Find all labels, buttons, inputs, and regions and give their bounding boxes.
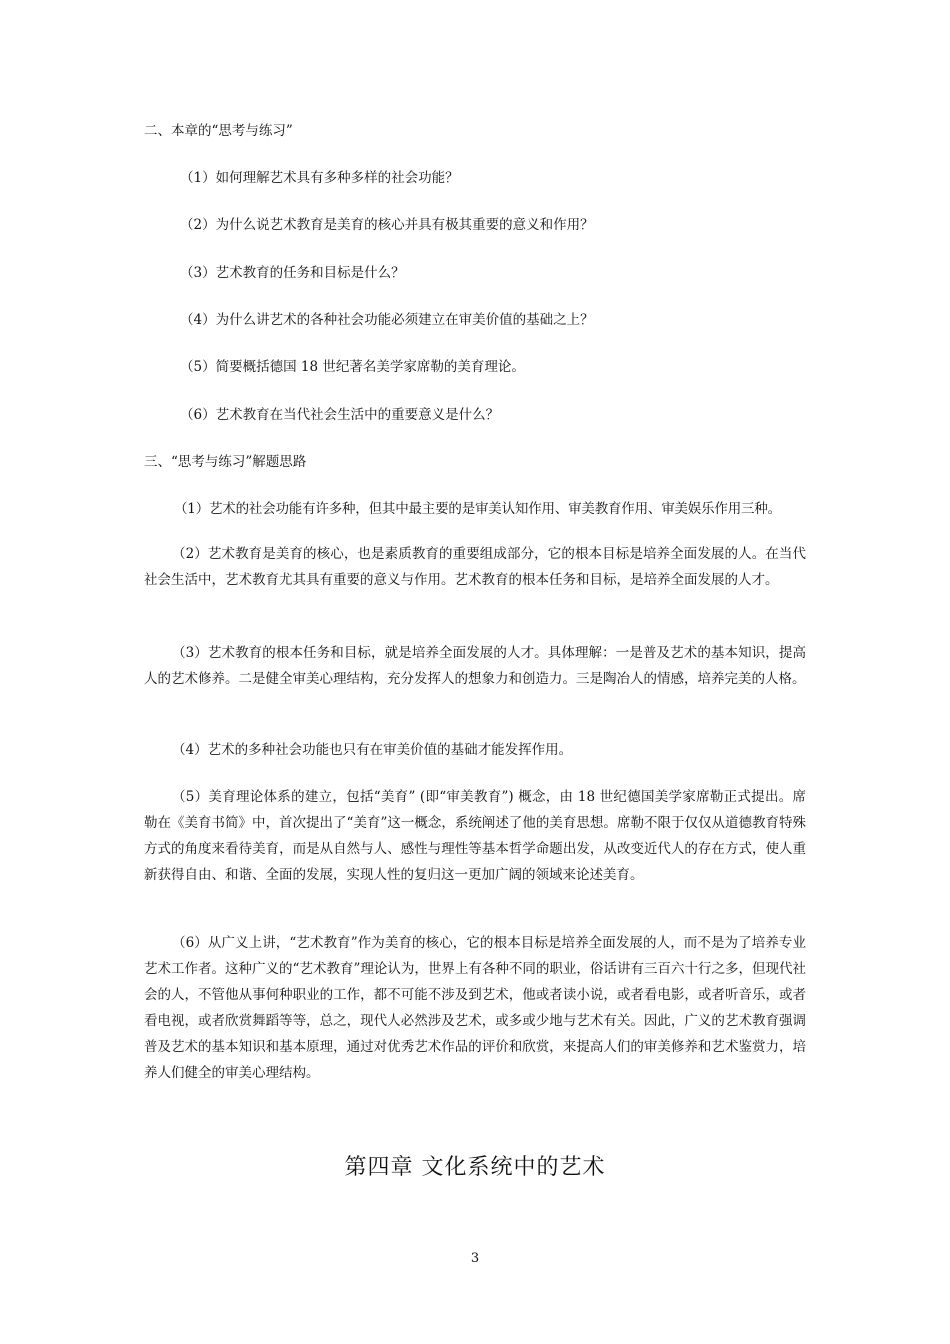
question-item: （6）艺术教育在当代社会生活中的重要意义是什么？	[180, 407, 500, 423]
question-item: （1）如何理解艺术具有多种多样的社会功能？	[180, 170, 459, 186]
answer-paragraph: （2）艺术教育是美育的核心，也是素质教育的重要组成部分，它的根本目标是培养全面发展的人。在当代社会生活中，艺术教育尤其具有重要的意义与作用。艺术教育的根本任务和目标，是培养全面发展的人才。	[144, 546, 806, 588]
question-item: （3）艺术教育的任务和目标是什么？	[180, 265, 405, 281]
chapter-title: 第四章 文化系统中的艺术	[344, 1155, 606, 1180]
question-item: （2）为什么说艺术教育是美育的核心并具有极其重要的意义和作用？	[180, 217, 594, 233]
answer-paragraph: （1）艺术的社会功能有许多种，但其中最主要的是审美认知作用、审美教育作用、审美娱乐作用三种。	[174, 501, 781, 517]
answer-paragraph: （4）艺术的多种社会功能也只有在审美价值的基础才能发挥作用。	[172, 742, 573, 758]
section-heading-exercises: 二、本章的“思考与练习”	[144, 123, 293, 139]
answer-paragraph: （5）美育理论体系的建立，包括“美育” (即“审美教育”) 概念，由 18 世纪德国美学家席勒正式提出。席勒在《美育书简》中，首次提出了“美育”这一概念，系统阐述了他的美育思想。席勒不限于仅仅从道德教育特殊方式的角度来看待美育，而是从自然与人、感性与理性等基本哲学命题出发，从改变近代人的存在方式，使人重新获得自由、和谐、全面的发展，实现人性的复归这一更加广阔的领域来论述美育。	[144, 789, 806, 883]
question-item: （5）简要概括德国 18 世纪著名美学家席勒的美育理论。	[180, 359, 525, 375]
answer-paragraph: （3）艺术教育的根本任务和目标，就是培养全面发展的人才。具体理解：一是普及艺术的基本知识，提高人的艺术修养。二是健全审美心理结构，充分发挥人的想象力和创造力。三是陶冶人的情感，培养完美的人格。	[144, 645, 806, 687]
answer-paragraph: （6）从广义上讲，“艺术教育”作为美育的核心，它的根本目标是培养全面发展的人，而不是为了培养专业艺术工作者。这种广义的“艺术教育”理论认为，世界上有各种不同的职业，俗话讲有三百六十行之多，但现代社会的人，不管他从事何种职业的工作，都不可能不涉及到艺术，他或者读小说，或者看电影，或者听音乐，或者看电视，或者欣赏舞蹈等等，总之，现代人必然涉及艺术，或多或少地与艺术有关。因此，广义的艺术教育强调普及艺术的基本知识和基本原理，通过对优秀艺术作品的评价和欣赏，来提高人们的审美修养和艺术鉴赏力，培养人们健全的审美心理结构。	[144, 935, 806, 1081]
question-item: （4）为什么讲艺术的各种社会功能必须建立在审美价值的基础之上？	[180, 312, 594, 328]
section-heading-answers: 三、“思考与练习”解题思路	[144, 454, 307, 470]
page-number: 3	[470, 1251, 480, 1266]
